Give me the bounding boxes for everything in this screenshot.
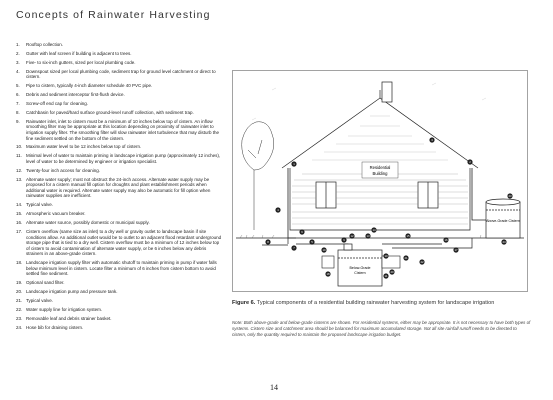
- callout-number: 23: [508, 194, 512, 199]
- callout-number: 20: [390, 270, 394, 275]
- callout-number: 21: [404, 256, 408, 261]
- page-title: Concepts of Rainwater Harvesting: [16, 9, 211, 21]
- callout-number: 5: [311, 240, 313, 245]
- legend-item-number: 5.: [16, 83, 20, 89]
- legend-item-text: Pipe to cistern, typically 4-inch diameter schedule 40 PVC pipe.: [26, 83, 153, 89]
- legend-item: [16, 83, 224, 89]
- legend-item-number: 9.: [16, 118, 20, 124]
- legend-item-number: 20.: [16, 289, 23, 295]
- grass: [240, 235, 515, 238]
- legend-item: [16, 316, 224, 322]
- legend-item: [16, 168, 224, 174]
- callout-number: 22: [420, 260, 424, 265]
- legend-item-number: 22.: [16, 307, 23, 313]
- legend-item-text: Landscape irrigation pump and pressure tank.: [26, 289, 118, 295]
- legend-item-number: 17.: [16, 229, 23, 234]
- legend-item: [16, 298, 224, 304]
- callout-number: 1: [293, 162, 295, 167]
- legend-item: [16, 280, 224, 286]
- legend-list: [16, 42, 224, 334]
- legend-item: [16, 144, 224, 150]
- callout-number: 24: [502, 240, 506, 245]
- legend-item-text: Typical valve.: [26, 202, 54, 208]
- legend-item-text: Catchbasin for paved/hard surface ground-level runoff collection, with sediment trap.: [26, 109, 194, 115]
- legend-item: [16, 229, 224, 257]
- rainwater-system-diagram: [232, 70, 528, 292]
- callout-number: 7: [293, 246, 295, 251]
- callout-number: 15: [406, 234, 410, 239]
- legend-item-text: Cistern overflow (same size as inlet) to a dry well or gravity outlet to landscape basin if site conditions allow. An additional outlet would be to outlet to an adjacent flood retardant underground storage pipe that is tied to a dry well. Cistern overflow must be a minimum of 12 inches below top of cistern to avoid contamination of alternate water supply, or be 6 inches below any debris strainers in an above-grade cistern.: [26, 229, 222, 257]
- caption-label: Figure 6.: [232, 300, 256, 306]
- below-grade-cistern: [338, 244, 382, 286]
- callout-number: 16: [444, 238, 448, 243]
- legend-item-number: 24.: [16, 324, 23, 330]
- caption-text: Typical components of a residential building rainwater harvesting system for landscape irrigation: [256, 300, 495, 306]
- chimney: [382, 82, 392, 102]
- legend-item-text: Landscape irrigation supply filter with automatic shutoff to maintain priming in pump if water falls below minimum level in cistern. Locate filter a minimum of 6 inches from cistern bottom to avoid settled fine sediment.: [26, 260, 217, 277]
- legend-item: [16, 260, 224, 277]
- figure: [232, 70, 528, 292]
- legend-item-text: Typical valve.: [26, 298, 54, 304]
- legend-item-number: 2.: [16, 50, 20, 56]
- legend-item-number: 4.: [16, 68, 20, 74]
- legend-item: [16, 110, 224, 116]
- legend-item-number: 10.: [16, 144, 23, 150]
- legend-item-number: 23.: [16, 315, 23, 321]
- legend-item-number: 1.: [16, 42, 20, 47]
- legend-item-text: Rooftop collection.: [26, 42, 64, 47]
- callout-number: 13: [366, 234, 370, 239]
- legend-item-number: 21.: [16, 298, 23, 304]
- legend-item-text: Debris and sediment interceptor first-flush device.: [26, 92, 125, 98]
- legend-item-text: Five- to six-inch gutters, sized per local plumbing code.: [26, 59, 136, 65]
- above-grade-label: Above-Grade Cistern: [486, 219, 520, 223]
- legend-item-text: Minimal level of water to maintain priming in landscape irrigation pump (approximately 12 inches), level of water to be determined by engineer or irrigation specialist.: [26, 153, 221, 164]
- callout-number: 10: [384, 254, 388, 259]
- filter-box: [322, 256, 334, 268]
- legend-item-text: Water supply line for irrigation system.: [26, 307, 103, 313]
- legend-item: [16, 153, 224, 164]
- roof: [282, 98, 478, 168]
- legend-item: [16, 60, 224, 66]
- legend-item-number: 11.: [16, 153, 22, 159]
- callout-number: 4: [277, 208, 279, 213]
- legend-item-text: Removable leaf and debris strainer basket.: [26, 315, 112, 321]
- callout-number: 2: [469, 160, 471, 165]
- house: [282, 82, 478, 233]
- legend-item-text: Screw-off end cap for cleaning.: [26, 100, 88, 106]
- callout-number: 8: [267, 240, 269, 245]
- legend-item: [16, 69, 224, 80]
- callout-number: 17: [454, 248, 458, 253]
- legend-item-number: 19.: [16, 280, 23, 286]
- legend-item: [16, 51, 224, 57]
- legend-item: [16, 325, 224, 331]
- roof-hatch: [312, 116, 448, 160]
- legend-item-number: 14.: [16, 202, 23, 208]
- legend-item-number: 8.: [16, 109, 20, 115]
- legend-item-number: 18.: [16, 260, 23, 266]
- legend-item: [16, 119, 224, 141]
- callout-number: 6: [301, 230, 303, 235]
- legend-item-text: Maximum water level to be 12 inches below top of cistern.: [26, 144, 142, 150]
- legend-item-number: 13.: [16, 176, 23, 182]
- legend-item-number: 12.: [16, 167, 23, 173]
- callout-number: 9: [343, 238, 345, 243]
- legend-item-text: Alternate water source, possibly domestic or municipal supply.: [26, 220, 150, 226]
- legend-item: [16, 177, 224, 199]
- residential-label: Residential: [369, 165, 391, 170]
- legend-item-text: Atmospheric vacuum breaker.: [26, 211, 86, 217]
- legend-item: [16, 289, 224, 295]
- callout-number: 18: [326, 272, 330, 277]
- legend-item-text: Gutter with leaf screen if building is adjacent to trees.: [26, 50, 132, 56]
- callout-number: 19: [322, 248, 326, 253]
- legend-item-text: Rainwater inlet, inlet to cistern must be a minimum of 10 inches below top of cistern. An inflow smoothing filter may be appropriate at this location depending on proximity of rainwater inlet to irrigation supply filter. The smoothing filter will slow rainwater inlet turbulence that may disturb the fine sediment settled on the bottom of the cistern.: [26, 118, 220, 141]
- sky-texture: [252, 83, 486, 120]
- figure-caption: [232, 300, 532, 307]
- tree-left: [242, 122, 274, 230]
- legend-item: [16, 42, 224, 48]
- legend-item-text: Downspout sized per local plumbing code, sediment trap for ground level catchment or direct to cistern.: [26, 68, 216, 80]
- below-grade-label-2: Cistern: [354, 271, 366, 275]
- callout-number: 14: [372, 228, 376, 233]
- legend-item-number: 6.: [16, 92, 20, 98]
- legend-item: [16, 211, 224, 217]
- legend-item: [16, 220, 224, 226]
- callout-number: 11: [384, 274, 388, 279]
- legend-item-number: 7.: [16, 100, 20, 106]
- legend-item: [16, 101, 224, 107]
- legend-item-text: Hose bib for draining cistern.: [26, 324, 84, 330]
- legend-item-text: Twenty-four inch access for cleaning.: [26, 167, 101, 173]
- callout-number: 3: [431, 138, 433, 143]
- legend-item: [16, 307, 224, 313]
- legend-item-number: 16.: [16, 220, 23, 226]
- legend-item-text: Alternate water supply; most not obstruct the 24-inch access. Alternate water supply may be proposed for a cistern manual fill option for droughts and plant establishment periods when additional water is required. Alternate water supply may also be automatic for fill option when rainwater supplies are inefficient.: [26, 176, 211, 199]
- legend-item-text: Optional sand filter.: [26, 280, 65, 286]
- legend-item-number: 15.: [16, 211, 23, 217]
- callout-number: 12: [350, 234, 354, 239]
- below-grade-label-1: Below-Grade: [349, 266, 371, 270]
- legend-item: [16, 202, 224, 208]
- legend-item: [16, 92, 224, 98]
- legend-item-number: 3.: [16, 59, 20, 65]
- figure-note: Note: Both above-grade and below-grade cisterns are shown. For residential systems, either may be appropriate. It is not necessary to have both types of systems. Cistern size and catchment area should be balanced for maximum accumulated storage. Not all site rainfall runoff needs to be directed to cistern, only the quantity required to maintain the proposed landscape irrigation budget.: [232, 320, 531, 337]
- page-number: 14: [270, 383, 278, 392]
- building-label: Building: [372, 171, 388, 176]
